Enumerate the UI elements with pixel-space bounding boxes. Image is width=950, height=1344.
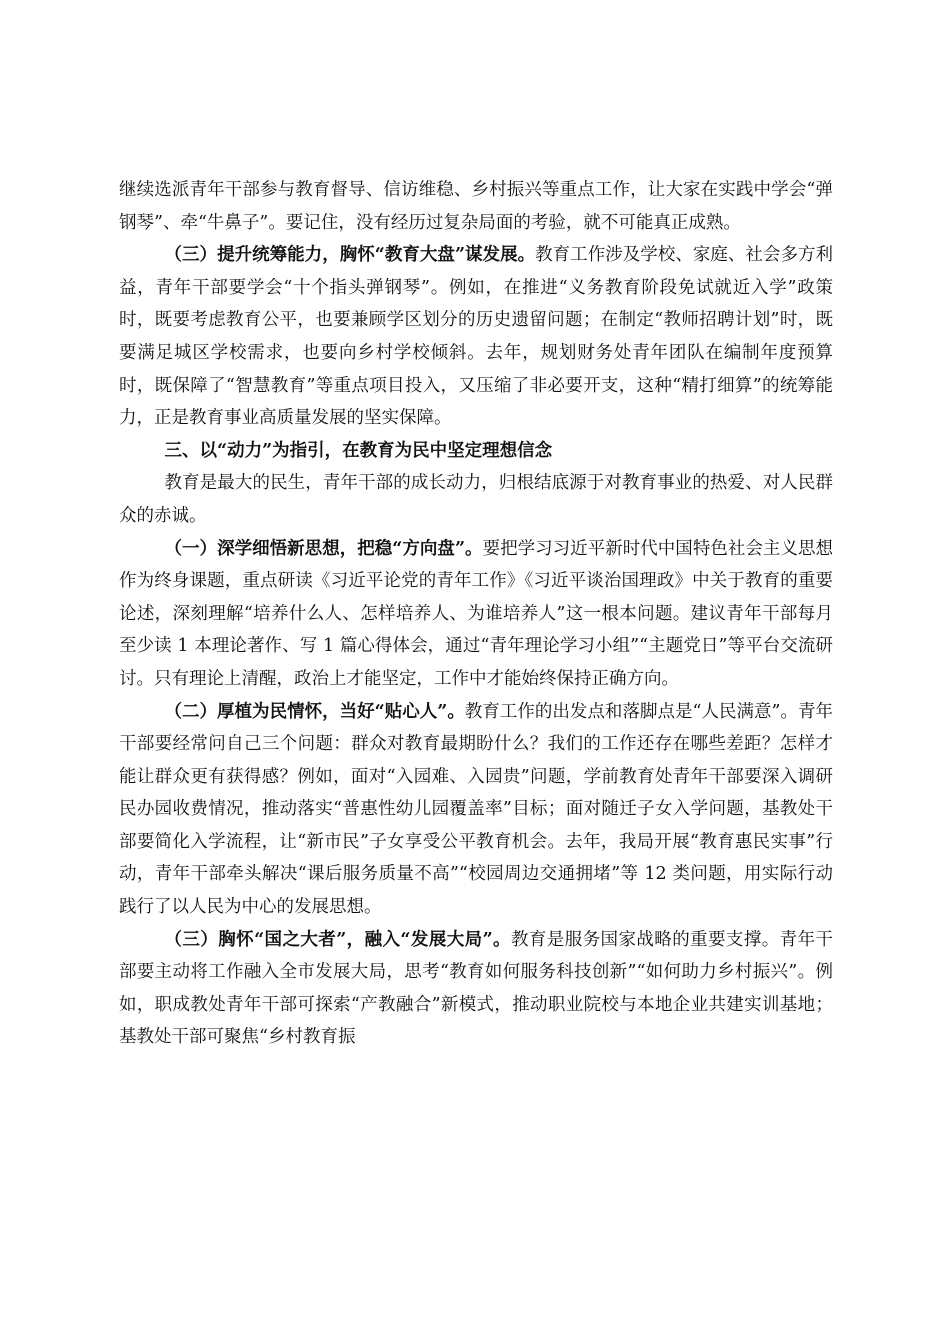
paragraph-theory-study-body: 要把学习习近平新时代中国特色社会主义思想作为终身课题，重点研读《习近平论党的青年工作》《习近平谈治国理政》中关于教育的重要论述，深刻理解“培养什么人、怎样培养人、为谁培养人”这一根本问题。建议青年干部每月至少读 1 本理论著作、写 1 篇心得体会，通过“青年理论学习小组”“主题党日”等平台交流研讨。只有理论上清醒，政治上才能坚定，工作中才能始终保持正确方向。 [119,538,833,689]
document-page [119,174,833,1054]
paragraph-big-picture [119,924,833,1054]
paragraph-section-intro: 教育是最大的民生，青年干部的成长动力，归根结底源于对教育事业的热爱、对人民群众的赤诚。 [119,473,833,526]
paragraph-people-first [119,696,833,924]
subheading-theory-study: （一）深学细悟新思想，把稳“方向盘”。 [164,538,483,559]
subheading-coordination: （三）提升统筹能力，胸怀“教育大盘”谋发展。 [164,245,536,266]
paragraph-theory-study [119,533,833,696]
paragraph-coordination-body: 教育工作涉及学校、家庭、社会多方利益，青年干部要学会“十个指头弹钢琴”。例如，在推进“义务教育阶段免试就近入学”政策时，既要考虑教育公平，也要兼顾学区划分的历史遗留问题；在制定“教师招聘计划”时，既要满足城区学校需求，也要向乡村学校倾斜。去年，规划财务处青年团队在编制年度预算时，既保障了“智慧教育”等重点项目投入，又压缩了非必要开支，这种“精打细算”的统筹能力，正是教育事业高质量发展的坚实保障。 [119,245,834,429]
subheading-big-picture: （三）胸怀“国之大者”，融入“发展大局”。 [164,929,511,950]
paragraph-people-first-body: 教育工作的出发点和落脚点是“人民满意”。青年干部要经常问自己三个问题：群众对教育最期盼什么？我们的工作还存在哪些差距？怎样才能让群众更有获得感？例如，面对“入园难、入园贵”问题，学前教育处青年干部要深入调研民办园收费情况，推动落实“普惠性幼儿园覆盖率”目标；面对随迁子女入学问题，基教处干部要简化入学流程，让“新市民”子女享受公平教育机会。去年，我局开展“教育惠民实事”行动，青年干部牵头解决“课后服务质量不高”“校园周边交通拥堵”等 12 类问题，用实际行动践行了以人民为中心的发展思想。 [119,701,833,918]
section-heading-3: 三、以“动力”为指引，在教育为民中坚定理想信念 [164,440,553,461]
subheading-people-first: （二）厚植为民情怀，当好“贴心人”。 [164,701,465,722]
paragraph-continuation: 继续选派青年干部参与教育督导、信访维稳、乡村振兴等重点工作，让大家在实践中学会“弹钢琴”、牵“牛鼻子”。要记住，没有经历过复杂局面的考验，就不可能真正成熟。 [119,180,833,233]
paragraph-coordination [119,239,833,435]
paragraph-big-picture-body: 教育是服务国家战略的重要支撑。青年干部要主动将工作融入全市发展大局，思考“教育如何服务科技创新”“如何助力乡村振兴”。例如，职成教处青年干部可探索“产教融合”新模式，推动职业院校与本地企业共建实训基地；基教处干部可聚焦“乡村教育振 [119,929,834,1048]
